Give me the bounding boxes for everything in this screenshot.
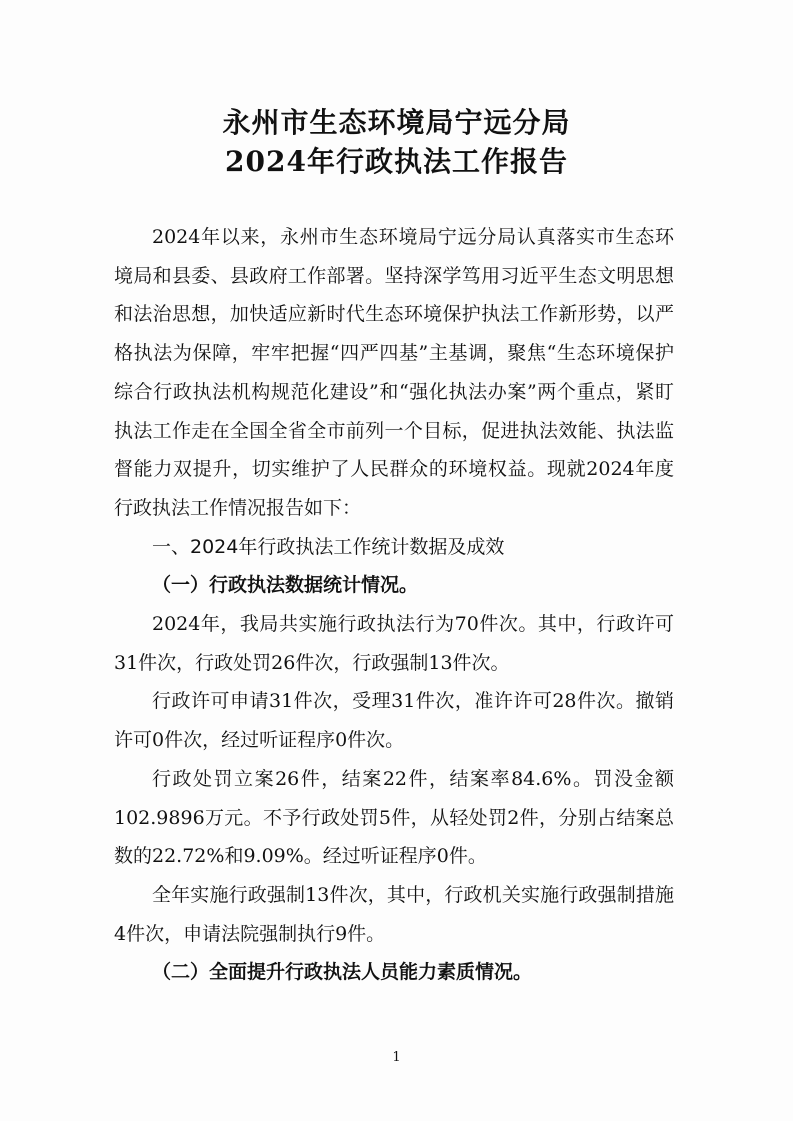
- document-title-line-1: 永州市生态环境局宁远分局: [222, 106, 571, 139]
- subsection-heading-2: （二）全面提升行政执法人员能力素质情况。: [152, 961, 533, 984]
- section-heading-1: 一、2024年行政执法工作统计数据及成效: [152, 535, 505, 558]
- page-number: 1: [392, 1050, 401, 1065]
- intro-paragraph: 2024年以来，永州市生态环境局宁远分局认真落实市生态环境局和县委、县政府工作部署。坚持深学笃用习近平生态文明思想和法治思想，加快适应新时代生态环境保护执法工作新形势，以严格执法为保障，牢牢把握“四严四基”主基调，聚焦“生态环境保护综合行政执法机构规范化建设”和“强化执法办案”两个重点，紧盯执法工作走在全国全省全市前列一个目标，促进执法效能、执法监督能力双提升，切实维护了人民群众的环境权益。现就2024年度行政执法工作情况报告如下：: [114, 226, 674, 519]
- document-title-line-2: 2024年行政执法工作报告: [225, 145, 568, 178]
- subsection-heading-1: （一）行政执法数据统计情况。: [152, 574, 419, 597]
- document-body: [114, 218, 674, 992]
- paragraph-total-actions: 2024年，我局共实施行政执法行为70件次。其中，行政许可31件次，行政处罚26件次，行政强制13件次。: [114, 613, 674, 674]
- paragraph-penalties: 行政处罚立案26件，结案22件，结案率84.6%。罚没金额102.9896万元。不予行政处罚5件，从轻处罚2件，分别占结案总数的22.72%和9.09%。经过听证程序0件。: [114, 767, 674, 868]
- paragraph-enforcement: 全年实施行政强制13件次，其中，行政机关实施行政强制措施4件次，申请法院强制执行9件。: [114, 883, 674, 945]
- paragraph-licensing: 行政许可申请31件次，受理31件次，准许许可28件次。撤销许可0件次，经过听证程序0件次。: [114, 690, 674, 752]
